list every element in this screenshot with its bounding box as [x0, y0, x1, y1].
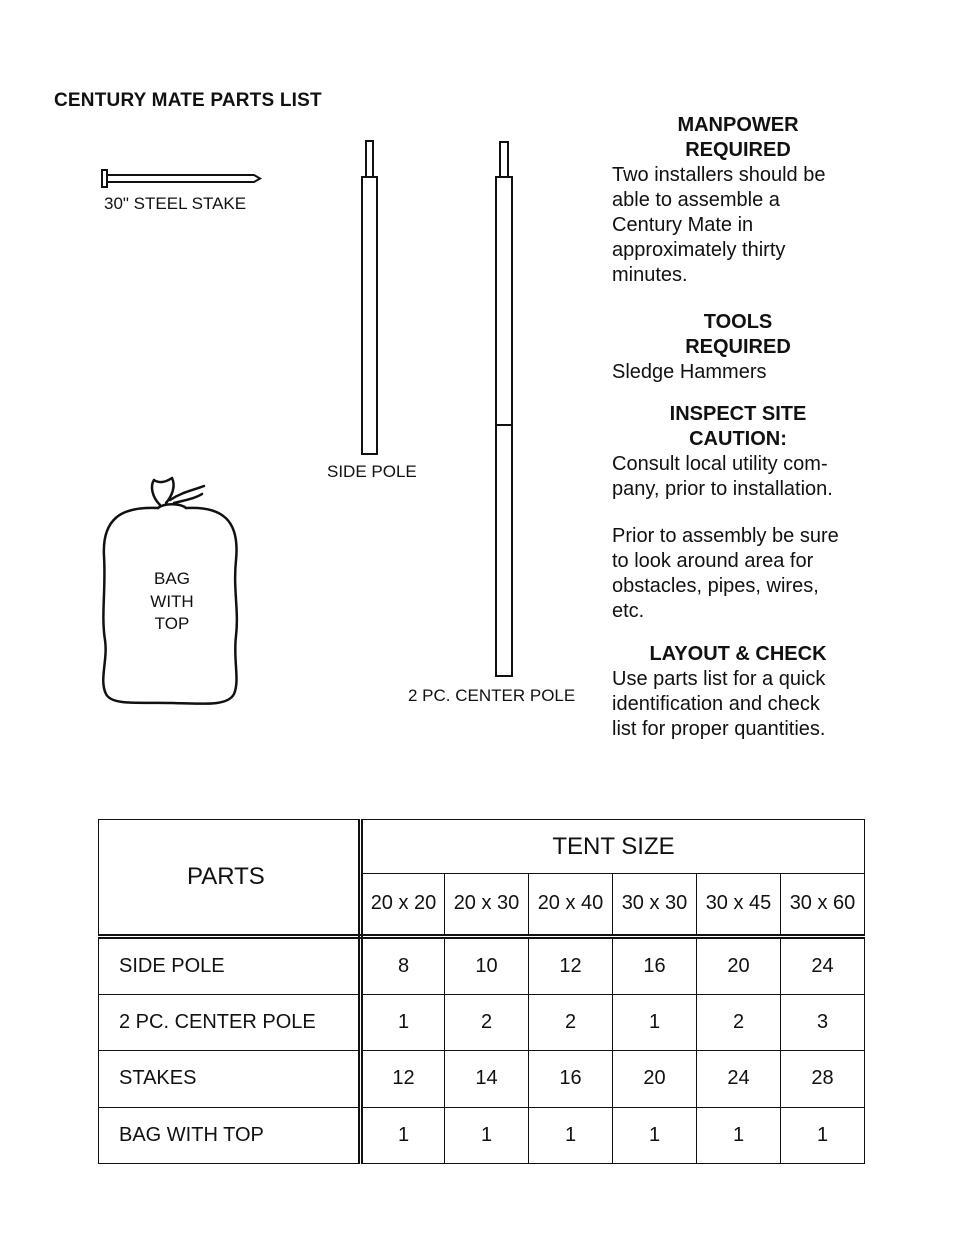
section-heading: LAYOUT & CHECK [649, 643, 827, 665]
quantity-cell: 10 [445, 936, 529, 994]
part-name: SIDE POLE [99, 936, 361, 994]
section-text: Use parts list for a quick [612, 668, 826, 690]
center-pole-label: 2 PC. CENTER POLE [408, 686, 576, 705]
tools-section [612, 310, 864, 385]
part-name: 2 PC. CENTER POLE [99, 995, 361, 1051]
table-row [99, 1107, 865, 1163]
quantity-cell: 8 [361, 936, 445, 994]
section-heading: TOOLS [703, 311, 773, 333]
section-text: to look around area for [612, 550, 814, 572]
bag-label-line: BAG [154, 569, 190, 588]
prior-assembly-section [612, 524, 864, 624]
quantity-cell: 1 [781, 1107, 865, 1163]
quantity-cell: 1 [445, 1107, 529, 1163]
quantity-cell: 1 [529, 1107, 613, 1163]
size-header: 30 x 60 [781, 874, 865, 936]
quantity-cell: 1 [361, 1107, 445, 1163]
quantity-cell: 24 [697, 1051, 781, 1107]
section-text: Prior to assembly be sure [612, 525, 839, 547]
quantity-cell: 1 [697, 1107, 781, 1163]
quantity-cell: 14 [445, 1051, 529, 1107]
bag-label-line: TOP [154, 614, 190, 633]
quantity-cell: 1 [613, 1107, 697, 1163]
section-text: Consult local utility com- [612, 453, 828, 475]
parts-header: PARTS [99, 820, 361, 937]
quantity-cell: 2 [529, 995, 613, 1051]
size-header: 30 x 30 [613, 874, 697, 936]
quantity-cell: 12 [361, 1051, 445, 1107]
stake-label: 30" STEEL STAKE [104, 194, 247, 213]
quantity-cell: 1 [361, 995, 445, 1051]
section-text: etc. [612, 600, 645, 622]
bag-label-line: WITH [150, 591, 194, 611]
size-header: 20 x 20 [361, 874, 445, 936]
quantity-cell: 16 [613, 936, 697, 994]
section-heading: REQUIRED [685, 139, 791, 161]
side-pole-label: SIDE POLE [327, 462, 417, 481]
quantity-cell: 2 [445, 995, 529, 1051]
size-header: 20 x 40 [529, 874, 613, 936]
section-text: approximately thirty [612, 239, 786, 261]
section-text: minutes. [612, 264, 688, 286]
part-name: STAKES [99, 1051, 361, 1107]
table-row [99, 1051, 865, 1107]
section-text: Sledge Hammers [612, 361, 767, 383]
quantity-cell: 12 [529, 936, 613, 994]
section-heading: CAUTION: [689, 428, 787, 450]
parts-table [98, 819, 865, 1164]
side-pole-icon [362, 141, 377, 454]
quantity-cell: 2 [697, 995, 781, 1051]
section-text: Century Mate in [612, 214, 754, 236]
center-pole-icon [496, 142, 512, 676]
size-header: 20 x 30 [445, 874, 529, 936]
page-title: CENTURY MATE PARTS LIST [54, 90, 322, 111]
section-heading: INSPECT SITE [669, 403, 807, 425]
quantity-cell: 20 [613, 1051, 697, 1107]
quantity-cell: 16 [529, 1051, 613, 1107]
quantity-cell: 20 [697, 936, 781, 994]
table-row [99, 995, 865, 1051]
section-text: pany, prior to installation. [612, 478, 833, 500]
steel-stake-icon [102, 170, 260, 187]
part-name: BAG WITH TOP [99, 1107, 361, 1163]
table-row [99, 936, 865, 994]
section-heading: REQUIRED [685, 336, 791, 358]
tent-size-header: TENT SIZE [361, 820, 865, 874]
quantity-cell: 3 [781, 995, 865, 1051]
section-heading: MANPOWER [677, 114, 799, 136]
quantity-cell: 28 [781, 1051, 865, 1107]
section-text: able to assemble a [612, 189, 780, 211]
inspect-site-section [612, 402, 864, 502]
layout-check-section [612, 642, 864, 742]
section-text: identification and check [612, 693, 820, 715]
size-header: 30 x 45 [697, 874, 781, 936]
quantity-cell: 1 [613, 995, 697, 1051]
bag-label [132, 568, 212, 636]
quantity-cell: 24 [781, 936, 865, 994]
section-text: obstacles, pipes, wires, [612, 575, 819, 597]
manpower-section [612, 113, 864, 288]
section-text: Two installers should be [612, 164, 826, 186]
section-text: list for proper quantities. [612, 718, 826, 740]
